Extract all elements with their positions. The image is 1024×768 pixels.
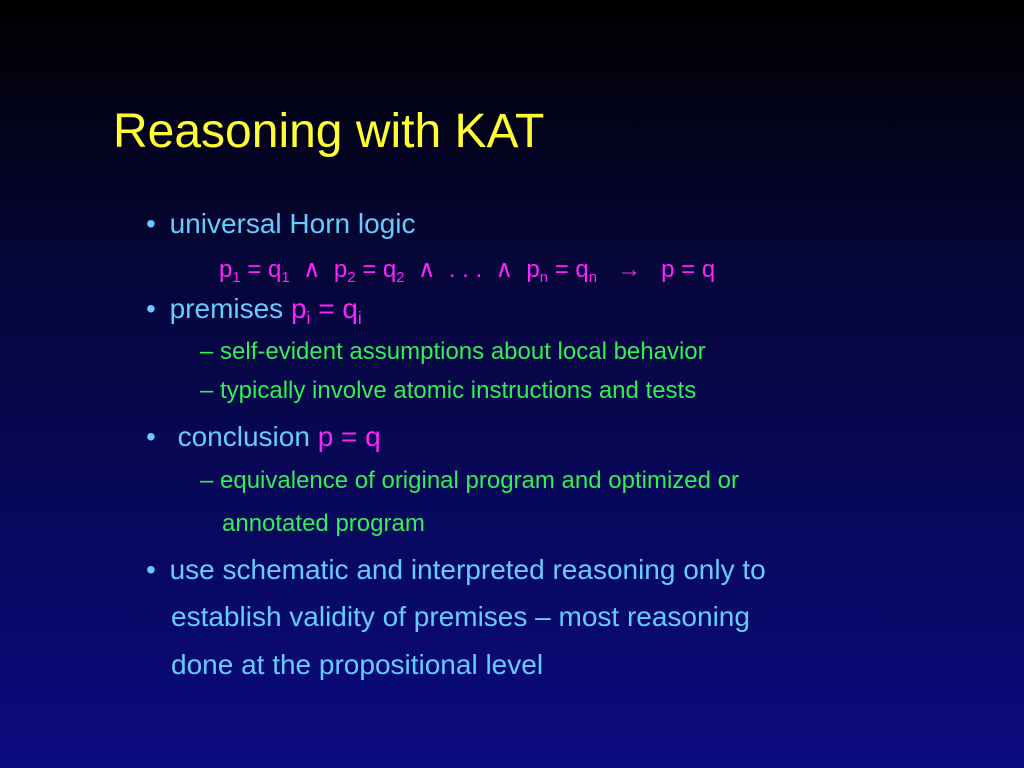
formula-implies: → — [617, 256, 642, 283]
sub-bullet-typically: – typically involve atomic instructions and tests — [200, 377, 697, 404]
bullet-mark: • — [146, 208, 156, 239]
formula-eq: = — [362, 256, 377, 283]
bullet-conclusion — [146, 421, 381, 453]
formula-p: p — [661, 256, 675, 283]
formula-p2: p — [333, 256, 348, 283]
formula-and: ∧ — [302, 256, 321, 283]
premise-q: q — [342, 293, 358, 324]
sub-n: n — [539, 270, 549, 287]
sub-bullet-self-evident: – self-evident assumptions about local behavior — [200, 338, 706, 365]
bullet-mark: • — [146, 421, 156, 452]
sub-2: 2 — [396, 270, 405, 287]
bullet-text: premises — [169, 293, 284, 324]
formula-p1: p — [219, 256, 233, 283]
formula-and: ∧ — [417, 256, 436, 283]
horn-formula — [219, 255, 716, 287]
bullet-text: use schematic and interpreted reasoning only to — [169, 554, 766, 585]
formula-qn: q — [575, 256, 589, 283]
bullet-universal-horn-logic — [146, 208, 415, 240]
formula-pn: p — [526, 256, 540, 283]
bullet-mark: • — [146, 554, 156, 585]
sub-i: i — [306, 308, 311, 329]
formula-eq: = — [681, 256, 696, 283]
slide-title: Reasoning with KAT — [113, 105, 545, 158]
formula-q2: q — [382, 256, 397, 283]
formula-q: q — [701, 256, 716, 283]
premise-eq: = — [318, 293, 335, 324]
conclusion-math: p = q — [317, 421, 381, 452]
formula-eq: = — [554, 256, 569, 283]
sub-2: 2 — [347, 270, 356, 287]
bullet-use-schematic — [146, 554, 766, 586]
formula-dots: . . . — [448, 256, 483, 283]
sub-i: i — [357, 308, 362, 329]
sub-bullet-equivalence: – equivalence of original program and optimized or — [200, 467, 739, 494]
premise-math — [290, 293, 362, 329]
bullet-mark: • — [146, 293, 156, 324]
formula-eq: = — [247, 256, 262, 283]
bullet-premises — [146, 293, 362, 329]
bullet-text: universal Horn logic — [169, 208, 416, 239]
formula-q1: q — [268, 256, 282, 283]
sub-1: 1 — [281, 270, 290, 287]
sub-1: 1 — [232, 270, 241, 287]
sub-bullet-equivalence-cont: annotated program — [222, 510, 425, 537]
bullet-text: conclusion — [177, 421, 310, 452]
formula-and: ∧ — [495, 256, 514, 283]
bullet-use-schematic-line3: done at the propositional level — [171, 649, 544, 680]
sub-n: n — [588, 270, 598, 287]
premise-p: p — [290, 293, 307, 324]
bullet-use-schematic-line2: establish validity of premises – most reasoning — [171, 601, 750, 632]
